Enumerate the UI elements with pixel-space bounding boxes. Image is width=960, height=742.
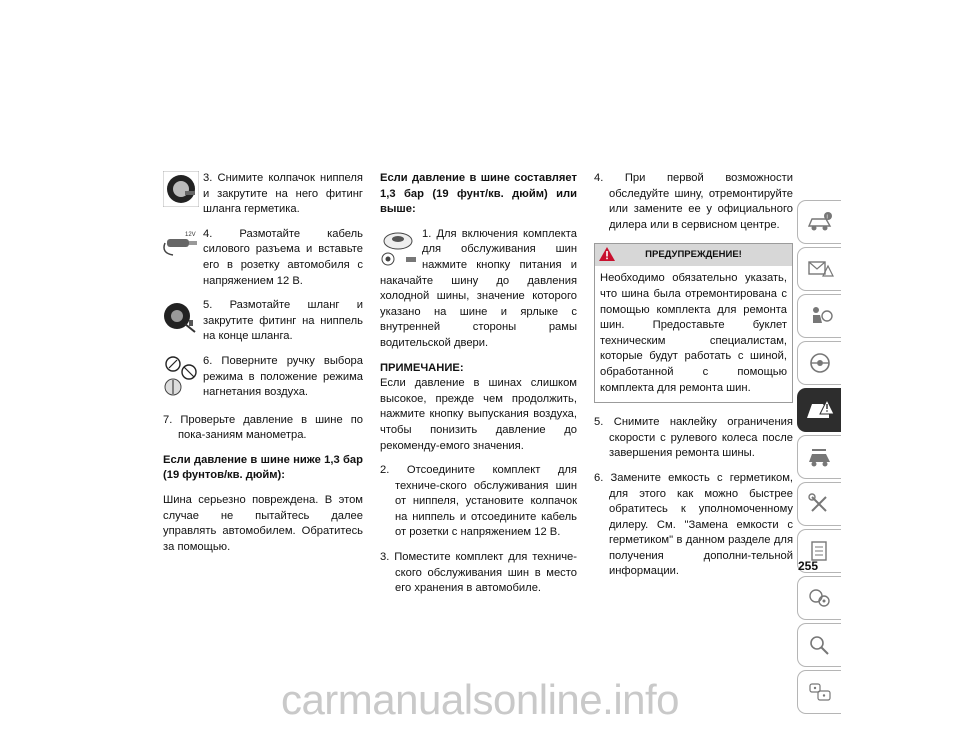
step-4-item <box>163 227 363 289</box>
power-plug-icon <box>163 227 203 289</box>
tab-warning-lights[interactable] <box>797 247 841 291</box>
warning-triangle-icon <box>599 247 615 261</box>
high-pressure-heading: Если давление в шине составляет 1,3 бар (19 фунт/кв. дюйм) или выше: <box>380 172 577 216</box>
index-search-icon <box>806 634 834 656</box>
emergency-hazard-icon <box>805 398 835 422</box>
step-4-inspect-text: 4. При первой возможности обследуйте шину, отремонтируйте или замените ее у официального дилера или в сервисном центре. <box>594 172 793 231</box>
warning-text: Необходимо обязательно указать, что шина была отремонтирована с помощью комплекта для ремонта шин. Предоставьте буклет техническим специалистам, которые будут работать с шиной, обработанной с помощью комплекта для ремонта шин. <box>600 272 787 394</box>
compressor-button-icon <box>380 227 420 273</box>
tab-index[interactable] <box>797 623 841 667</box>
steering-wheel-icon <box>806 352 834 374</box>
note-text: Если давление в шинах слишком высокое, прежде чем продолжить, нажмите кнопку выпускания воздуха, чтобы понизить давление до рекоменду-емого значения. <box>380 377 577 452</box>
column-1 <box>163 171 363 555</box>
tab-multimedia[interactable] <box>797 576 841 620</box>
step-3-text: 3. Снимите колпачок ниппеля и закрутите на него фитинг шланга герметика. <box>203 172 363 216</box>
warning-box <box>594 243 793 403</box>
car-service-icon <box>806 446 834 468</box>
step-7-text: 7. Проверьте давление в шине по пока-заниям манометра. <box>163 413 363 442</box>
low-pressure-text: Шина серьезно повреждена. В этом случае не пытайтесь далее управлять автомобилем. Обратитесь за помощью. <box>163 493 363 553</box>
step-3-storage-text: 3. Поместите комплект для техниче-ского обслуживания шин в место его хранения в автомобиле. <box>380 551 577 595</box>
mode-selector-knob-icon <box>163 354 203 404</box>
low-pressure-heading: Если давление в шине ниже 1,3 бар (19 фунтов/кв. дюйм): <box>163 453 363 482</box>
warning-lights-icon <box>806 258 834 280</box>
step-5-item <box>163 298 363 345</box>
plug-voltage-label: 12V <box>185 231 196 238</box>
safety-airbag-icon <box>806 305 834 327</box>
tire-hose-icon <box>163 298 203 345</box>
tab-car-info[interactable] <box>797 200 841 244</box>
step-2-text: 2. Отсоедините комплект для техниче-ского обслуживания шин от ниппеля, установите колпачок на ниппель и отсоедините кабель от розетки с напряжением 12 В. <box>380 464 577 539</box>
step-1-text: 1. Для включения комплекта для обслуживания шин нажмите кнопку питания и накачайте шину до давления холодной шины, значение которого указано на шине и ярлыке с внутренней стороны рамы водительской двери. <box>380 227 577 349</box>
note-heading: ПРИМЕЧАНИЕ: <box>380 361 464 374</box>
column-2 <box>380 171 577 606</box>
svg-text:i: i <box>826 214 828 221</box>
section-tabs <box>797 200 841 717</box>
tab-maintenance[interactable] <box>797 482 841 526</box>
tab-starting-operating[interactable] <box>797 341 841 385</box>
step-6-text: 6. Поверните ручку выбора режима в положение режима нагнетания воздуха. <box>203 354 363 399</box>
tab-safety[interactable] <box>797 294 841 338</box>
step-5-sticker-text: 5. Снимите наклейку ограничения скорости с рулевого колеса после завершения ремонта шины. <box>594 416 793 460</box>
tab-servicing[interactable] <box>797 435 841 479</box>
multimedia-icon <box>806 587 834 609</box>
step-1-block <box>380 227 577 352</box>
step-5-text: 5. Размотайте шланг и закрутите фитинг на ниппель на конце шланга. <box>203 299 363 343</box>
column-3 <box>594 171 793 589</box>
maintenance-tools-icon <box>806 493 834 515</box>
step-3-item <box>163 171 363 218</box>
page-number: 255 <box>798 559 819 573</box>
warning-header <box>595 244 792 266</box>
step-4-text: 4. Размотайте кабель силового разъема и вставьте его в розетку автомобиля с напряжением 12 В. <box>203 227 363 287</box>
step-6-item <box>163 354 363 404</box>
step-6-sealant-text: 6. Замените емкость с герметиком, для этого как можно быстрее обратитесь к уполномоченному дилеру. См. "Замена емкости с герметиком" в данном разделе для получения дополни-тельной информации. <box>594 471 793 578</box>
tab-emergency[interactable] <box>797 388 841 432</box>
watermark: carmanualsonline.info <box>280 676 680 723</box>
tire-valve-cap-icon <box>163 171 203 218</box>
warning-title: ПРЕДУПРЕЖДЕНИЕ! <box>645 249 742 261</box>
car-info-icon <box>806 211 834 233</box>
